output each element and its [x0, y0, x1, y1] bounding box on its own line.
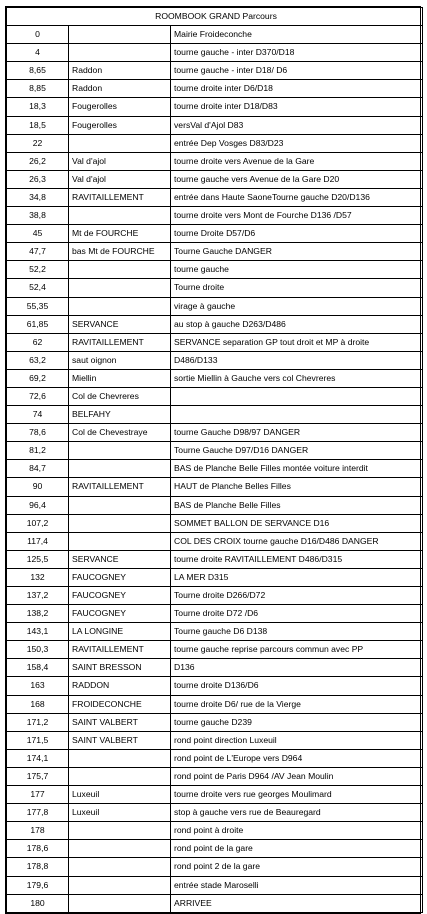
- instruction-cell: entrée dans Haute SaoneTourne gauche D20/D136: [171, 188, 423, 206]
- roadbook-table: [6, 7, 423, 913]
- km-cell: 72,6: [7, 387, 69, 405]
- route-row: [7, 514, 423, 532]
- route-row: [7, 623, 423, 641]
- route-row: [7, 44, 423, 62]
- place-cell: Col de Chevestraye: [69, 424, 171, 442]
- roadbook-sheet: [5, 6, 421, 914]
- instruction-cell: [171, 406, 423, 424]
- km-cell: 174,1: [7, 749, 69, 767]
- km-cell: 96,4: [7, 496, 69, 514]
- route-row: [7, 351, 423, 369]
- route-row: [7, 442, 423, 460]
- km-cell: 163: [7, 677, 69, 695]
- km-cell: 171,5: [7, 731, 69, 749]
- km-cell: 90: [7, 478, 69, 496]
- instruction-cell: tourne droite vers Mont de Fourche D136 /D57: [171, 207, 423, 225]
- route-row: [7, 297, 423, 315]
- place-cell: [69, 460, 171, 478]
- km-cell: 117,4: [7, 532, 69, 550]
- place-cell: Raddon: [69, 80, 171, 98]
- km-cell: 62: [7, 333, 69, 351]
- instruction-cell: LA MER D315: [171, 568, 423, 586]
- instruction-cell: [171, 387, 423, 405]
- place-cell: LA LONGINE: [69, 623, 171, 641]
- km-cell: 0: [7, 26, 69, 44]
- route-row: [7, 279, 423, 297]
- place-cell: [69, 442, 171, 460]
- place-cell: [69, 44, 171, 62]
- route-row: [7, 605, 423, 623]
- place-cell: Val d'ajol: [69, 152, 171, 170]
- place-cell: RAVITAILLEMENT: [69, 641, 171, 659]
- instruction-cell: tourne gauche - inter D18/ D6: [171, 62, 423, 80]
- instruction-cell: tourne droite D6/ rue de la Vierge: [171, 695, 423, 713]
- instruction-cell: Tourne Gauche DANGER: [171, 243, 423, 261]
- km-cell: 125,5: [7, 550, 69, 568]
- instruction-cell: D136: [171, 659, 423, 677]
- place-cell: [69, 297, 171, 315]
- route-row: [7, 532, 423, 550]
- instruction-cell: versVal d'Ajol D83: [171, 116, 423, 134]
- place-cell: RAVITAILLEMENT: [69, 188, 171, 206]
- place-cell: [69, 894, 171, 912]
- km-cell: 45: [7, 225, 69, 243]
- km-cell: 52,2: [7, 261, 69, 279]
- instruction-cell: Tourne droite D72 /D6: [171, 605, 423, 623]
- km-cell: 150,3: [7, 641, 69, 659]
- km-cell: 158,4: [7, 659, 69, 677]
- km-cell: 178,8: [7, 858, 69, 876]
- place-cell: RAVITAILLEMENT: [69, 333, 171, 351]
- route-row: [7, 188, 423, 206]
- route-row: [7, 98, 423, 116]
- route-row: [7, 876, 423, 894]
- place-cell: Miellin: [69, 369, 171, 387]
- instruction-cell: Tourne droite D266/D72: [171, 587, 423, 605]
- km-cell: 38,8: [7, 207, 69, 225]
- route-row: [7, 478, 423, 496]
- km-cell: 4: [7, 44, 69, 62]
- km-cell: 26,2: [7, 152, 69, 170]
- route-row: [7, 134, 423, 152]
- km-cell: 177: [7, 786, 69, 804]
- route-row: [7, 840, 423, 858]
- place-cell: Raddon: [69, 62, 171, 80]
- place-cell: FROIDECONCHE: [69, 695, 171, 713]
- place-cell: [69, 207, 171, 225]
- km-cell: 74: [7, 406, 69, 424]
- place-cell: FAUCOGNEY: [69, 605, 171, 623]
- km-cell: 34,8: [7, 188, 69, 206]
- instruction-cell: rond point de la gare: [171, 840, 423, 858]
- instruction-cell: tourne Droite D57/D6: [171, 225, 423, 243]
- route-row: [7, 26, 423, 44]
- km-cell: 177,8: [7, 804, 69, 822]
- place-cell: bas Mt de FOURCHE: [69, 243, 171, 261]
- place-cell: [69, 261, 171, 279]
- route-row: [7, 550, 423, 568]
- route-row: [7, 496, 423, 514]
- km-cell: 8,65: [7, 62, 69, 80]
- route-row: [7, 894, 423, 912]
- place-cell: saut oignon: [69, 351, 171, 369]
- km-cell: 69,2: [7, 369, 69, 387]
- place-cell: Luxeuil: [69, 804, 171, 822]
- instruction-cell: Tourne Gauche D97/D16 DANGER: [171, 442, 423, 460]
- place-cell: SERVANCE: [69, 550, 171, 568]
- route-row: [7, 460, 423, 478]
- route-row: [7, 822, 423, 840]
- instruction-cell: BAS de Planche Belle Filles: [171, 496, 423, 514]
- route-row: [7, 641, 423, 659]
- route-row: [7, 749, 423, 767]
- place-cell: SAINT VALBERT: [69, 731, 171, 749]
- place-cell: SERVANCE: [69, 315, 171, 333]
- km-cell: 22: [7, 134, 69, 152]
- route-row: [7, 152, 423, 170]
- instruction-cell: tourne gauche - inter D370/D18: [171, 44, 423, 62]
- km-cell: 63,2: [7, 351, 69, 369]
- place-cell: [69, 134, 171, 152]
- instruction-cell: Tourne gauche D6 D138: [171, 623, 423, 641]
- km-cell: 55,35: [7, 297, 69, 315]
- instruction-cell: Tourne droite: [171, 279, 423, 297]
- km-cell: 178: [7, 822, 69, 840]
- instruction-cell: tourne gauche: [171, 261, 423, 279]
- instruction-cell: rond point de Paris D964 /AV Jean Moulin: [171, 767, 423, 785]
- instruction-cell: rond point 2 de la gare: [171, 858, 423, 876]
- instruction-cell: SERVANCE separation GP tout droit et MP à droite: [171, 333, 423, 351]
- km-cell: 18,3: [7, 98, 69, 116]
- km-cell: 18,5: [7, 116, 69, 134]
- instruction-cell: tourne Gauche D98/97 DANGER: [171, 424, 423, 442]
- place-cell: [69, 876, 171, 894]
- route-row: [7, 731, 423, 749]
- place-cell: [69, 749, 171, 767]
- km-cell: 137,2: [7, 587, 69, 605]
- title-row: [7, 8, 423, 26]
- place-cell: Col de Chevreres: [69, 387, 171, 405]
- place-cell: RAVITAILLEMENT: [69, 478, 171, 496]
- sheet-title: ROOMBOOK GRAND Parcours: [7, 8, 423, 26]
- route-row: [7, 243, 423, 261]
- instruction-cell: tourne droite inter D18/D83: [171, 98, 423, 116]
- route-row: [7, 695, 423, 713]
- km-cell: 47,7: [7, 243, 69, 261]
- instruction-cell: tourne droite RAVITAILLEMENT D486/D315: [171, 550, 423, 568]
- km-cell: 171,2: [7, 713, 69, 731]
- route-row: [7, 713, 423, 731]
- instruction-cell: tourne droite D136/D6: [171, 677, 423, 695]
- route-row: [7, 804, 423, 822]
- route-row: [7, 116, 423, 134]
- instruction-cell: D486/D133: [171, 351, 423, 369]
- place-cell: [69, 532, 171, 550]
- place-cell: [69, 767, 171, 785]
- instruction-cell: Mairie Froideconche: [171, 26, 423, 44]
- route-row: [7, 786, 423, 804]
- route-row: [7, 369, 423, 387]
- instruction-cell: SOMMET BALLON DE SERVANCE D16: [171, 514, 423, 532]
- place-cell: Fougerolles: [69, 116, 171, 134]
- instruction-cell: HAUT de Planche Belles Filles: [171, 478, 423, 496]
- route-row: [7, 568, 423, 586]
- place-cell: [69, 822, 171, 840]
- instruction-cell: tourne droite vers Avenue de la Gare: [171, 152, 423, 170]
- km-cell: 178,6: [7, 840, 69, 858]
- place-cell: Fougerolles: [69, 98, 171, 116]
- instruction-cell: entrée stade Maroselli: [171, 876, 423, 894]
- place-cell: BELFAHY: [69, 406, 171, 424]
- instruction-cell: tourne gauche D239: [171, 713, 423, 731]
- km-cell: 78,6: [7, 424, 69, 442]
- route-row: [7, 315, 423, 333]
- km-cell: 138,2: [7, 605, 69, 623]
- route-row: [7, 261, 423, 279]
- instruction-cell: tourne gauche vers Avenue de la Gare D20: [171, 170, 423, 188]
- route-row: [7, 677, 423, 695]
- route-row: [7, 424, 423, 442]
- km-cell: 179,6: [7, 876, 69, 894]
- place-cell: [69, 496, 171, 514]
- km-cell: 26,3: [7, 170, 69, 188]
- km-cell: 132: [7, 568, 69, 586]
- instruction-cell: BAS de Planche Belle Filles montée voiture interdit: [171, 460, 423, 478]
- route-row: [7, 587, 423, 605]
- place-cell: RADDON: [69, 677, 171, 695]
- place-cell: Val d'ajol: [69, 170, 171, 188]
- instruction-cell: rond point direction Luxeuil: [171, 731, 423, 749]
- km-cell: 168: [7, 695, 69, 713]
- place-cell: FAUCOGNEY: [69, 568, 171, 586]
- instruction-cell: rond point à droite: [171, 822, 423, 840]
- place-cell: SAINT BRESSON: [69, 659, 171, 677]
- place-cell: SAINT VALBERT: [69, 713, 171, 731]
- place-cell: Mt de FOURCHE: [69, 225, 171, 243]
- instruction-cell: tourne droite vers rue georges Moulimard: [171, 786, 423, 804]
- km-cell: 61,85: [7, 315, 69, 333]
- km-cell: 81,2: [7, 442, 69, 460]
- instruction-cell: ARRIVEE: [171, 894, 423, 912]
- route-row: [7, 207, 423, 225]
- place-cell: [69, 858, 171, 876]
- place-cell: [69, 514, 171, 532]
- instruction-cell: stop à gauche vers rue de Beauregard: [171, 804, 423, 822]
- route-row: [7, 387, 423, 405]
- km-cell: 175,7: [7, 767, 69, 785]
- instruction-cell: entrée Dep Vosges D83/D23: [171, 134, 423, 152]
- route-row: [7, 170, 423, 188]
- route-row: [7, 858, 423, 876]
- route-row: [7, 659, 423, 677]
- km-cell: 84,7: [7, 460, 69, 478]
- instruction-cell: tourne gauche reprise parcours commun avec PP: [171, 641, 423, 659]
- route-row: [7, 333, 423, 351]
- km-cell: 52,4: [7, 279, 69, 297]
- place-cell: [69, 26, 171, 44]
- km-cell: 180: [7, 894, 69, 912]
- instruction-cell: tourne droite inter D6/D18: [171, 80, 423, 98]
- instruction-cell: sortie Miellin à Gauche vers col Chevreres: [171, 369, 423, 387]
- roadbook-body: [7, 8, 423, 913]
- instruction-cell: rond point de L'Europe vers D964: [171, 749, 423, 767]
- place-cell: Luxeuil: [69, 786, 171, 804]
- route-row: [7, 62, 423, 80]
- route-row: [7, 406, 423, 424]
- km-cell: 143,1: [7, 623, 69, 641]
- place-cell: [69, 279, 171, 297]
- place-cell: [69, 840, 171, 858]
- instruction-cell: au stop à gauche D263/D486: [171, 315, 423, 333]
- instruction-cell: virage à gauche: [171, 297, 423, 315]
- route-row: [7, 80, 423, 98]
- route-row: [7, 225, 423, 243]
- instruction-cell: COL DES CROIX tourne gauche D16/D486 DANGER: [171, 532, 423, 550]
- route-row: [7, 767, 423, 785]
- km-cell: 107,2: [7, 514, 69, 532]
- place-cell: FAUCOGNEY: [69, 587, 171, 605]
- km-cell: 8,85: [7, 80, 69, 98]
